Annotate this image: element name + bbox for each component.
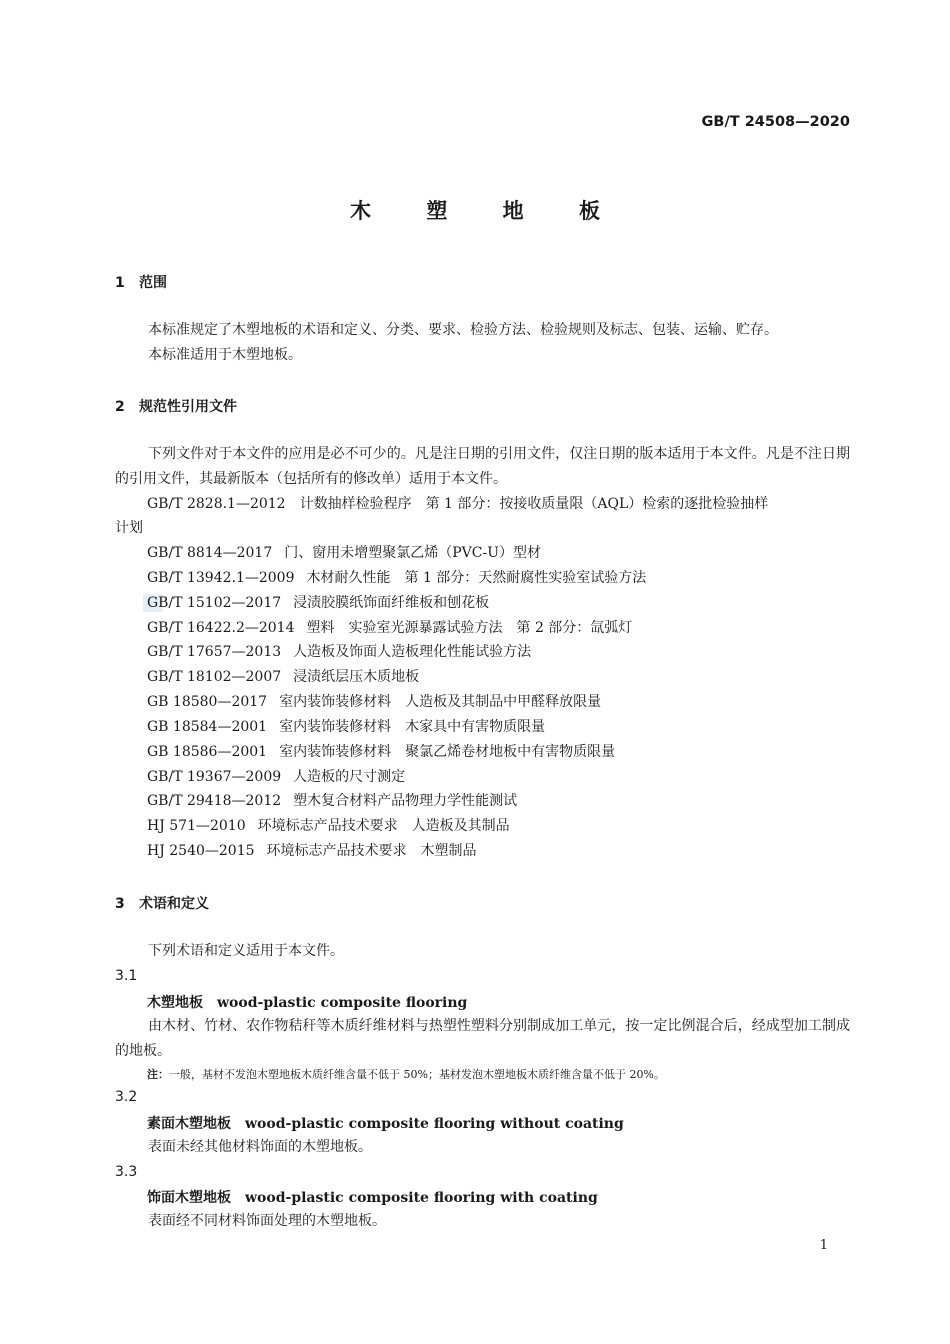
reference-item bbox=[147, 591, 646, 616]
section-title: 范围 bbox=[139, 275, 167, 291]
term-definition: 表面未经其他材料饰面的木塑地板。 bbox=[148, 1139, 372, 1155]
reference-item bbox=[147, 740, 646, 765]
reference-code: GB/T 19367—2009 bbox=[147, 768, 282, 785]
term-en: wood-plastic composite flooring bbox=[217, 995, 468, 1011]
references-intro: 下列文件对于本文件的应用是必不可少的。凡是注日期的引用文件，仅注日期的版本适用于本文件。凡是不注日期的引用文件，其最新版本（包括所有的修改单）适用于本文件。 bbox=[115, 446, 850, 487]
term-note bbox=[147, 1066, 665, 1082]
reference-title: 塑料 实验室光源暴露试验方法 第 2 部分：氙弧灯 bbox=[306, 619, 633, 636]
standard-code: GB/T 24508—2020 bbox=[701, 114, 850, 130]
reference-title: 木材耐久性能 第 1 部分：天然耐腐性实验室试验方法 bbox=[306, 569, 647, 586]
term-definition: 表面经不同材料饰面处理的木塑地板。 bbox=[148, 1213, 386, 1229]
section-title: 术语和定义 bbox=[139, 896, 209, 912]
reference-title: 人造板的尺寸测定 bbox=[293, 768, 406, 785]
term-zh: 饰面木塑地板 bbox=[147, 1190, 231, 1206]
note-text: 一般，基材不发泡木塑地板木质纤维含量不低于 50%；基材发泡木塑地板木质纤维含量不低于 20%。 bbox=[169, 1068, 665, 1081]
term-heading bbox=[147, 1113, 624, 1133]
reference-code: GB/T 8814—2017 bbox=[147, 545, 273, 561]
term-heading bbox=[147, 1187, 598, 1207]
term-heading bbox=[147, 992, 467, 1012]
section-3-heading bbox=[115, 893, 209, 913]
reference-item bbox=[147, 690, 646, 715]
reference-title: 室内装饰装修材料 木家具中有害物质限量 bbox=[279, 718, 546, 735]
reference-code: GB/T 15102—2017 bbox=[147, 594, 282, 611]
reference-code: GB/T 18102—2007 bbox=[147, 669, 282, 686]
section-number: 1 bbox=[115, 275, 125, 291]
term-en: wood-plastic composite flooring without coating bbox=[245, 1116, 624, 1132]
term-en: wood-plastic composite flooring with coating bbox=[245, 1190, 598, 1206]
reference-title: 环境标志产品技术要求 木塑制品 bbox=[266, 843, 477, 860]
reference-title: 室内装饰装修材料 聚氯乙烯卷材地板中有害物质限量 bbox=[279, 743, 616, 760]
term-zh: 木塑地板 bbox=[147, 995, 203, 1011]
reference-item bbox=[147, 765, 646, 790]
reference-title: 人造板及饰面人造板理化性能试验方法 bbox=[293, 644, 532, 661]
term-definition: 由木材、竹材、农作物秸秆等木质纤维材料与热塑性塑料分别制成加工单元，按一定比例混合后，经成型加工制成的地板。 bbox=[115, 1018, 850, 1059]
reference-code: GB/T 17657—2013 bbox=[147, 644, 282, 661]
document-title: 木 塑 地 板 bbox=[350, 199, 624, 223]
reference-first-line: GB/T 2828.1—2012 计数抽样检验程序 第 1 部分：按接收质量限（AQL）检索的逐批检验抽样 bbox=[147, 496, 769, 512]
reference-code: GB/T 16422.2—2014 bbox=[147, 619, 295, 636]
reference-item bbox=[147, 715, 646, 740]
reference-first-continuation: 计划 bbox=[115, 520, 143, 536]
reference-item bbox=[147, 839, 646, 864]
reference-code: GB 18584—2001 bbox=[147, 718, 268, 735]
scope-paragraph-1: 本标准规定了木塑地板的术语和定义、分类、要求、检验方法、检验规则及标志、包装、运输、贮存。 bbox=[148, 322, 778, 338]
terms-intro: 下列术语和定义适用于本文件。 bbox=[148, 943, 344, 959]
term-zh: 素面木塑地板 bbox=[147, 1116, 231, 1132]
reference-item bbox=[147, 566, 646, 591]
reference-code: HJ 2540—2015 bbox=[147, 843, 255, 860]
section-1-heading bbox=[115, 272, 167, 292]
reference-code: GB 18586—2001 bbox=[147, 743, 268, 760]
section-number: 3 bbox=[115, 896, 125, 912]
page-number: 1 bbox=[819, 1238, 828, 1253]
reference-code: GB/T 29418—2012 bbox=[147, 793, 282, 810]
section-2-heading bbox=[115, 396, 237, 416]
reference-code: GB 18580—2017 bbox=[147, 694, 268, 711]
reference-item bbox=[147, 640, 646, 665]
reference-title: 浸渍纸层压木质地板 bbox=[293, 669, 420, 686]
scope-paragraph-2: 本标准适用于木塑地板。 bbox=[148, 347, 302, 363]
reference-title: 塑木复合材料产品物理力学性能测试 bbox=[293, 793, 518, 810]
reference-title: 室内装饰装修材料 人造板及其制品中甲醛释放限量 bbox=[279, 694, 602, 711]
reference-item bbox=[147, 616, 646, 641]
note-label: 注： bbox=[147, 1068, 169, 1081]
reference-title: 门、窗用未增塑聚氯乙烯（PVC-U）型材 bbox=[284, 545, 542, 561]
reference-item bbox=[147, 814, 646, 839]
section-title: 规范性引用文件 bbox=[139, 399, 237, 415]
reference-title: 浸渍胶膜纸饰面纤维板和刨花板 bbox=[293, 594, 490, 611]
term-number: 3.1 bbox=[115, 968, 138, 984]
reference-item bbox=[147, 789, 646, 814]
reference-item bbox=[147, 541, 646, 566]
section-number: 2 bbox=[115, 399, 125, 415]
term-number: 3.2 bbox=[115, 1089, 138, 1105]
reference-code: GB/T 13942.1—2009 bbox=[147, 569, 295, 586]
reference-list bbox=[147, 541, 646, 864]
term-number: 3.3 bbox=[115, 1164, 138, 1180]
reference-title: 环境标志产品技术要求 人造板及其制品 bbox=[257, 818, 510, 835]
reference-code: HJ 571—2010 bbox=[147, 818, 246, 835]
reference-item bbox=[147, 665, 646, 690]
